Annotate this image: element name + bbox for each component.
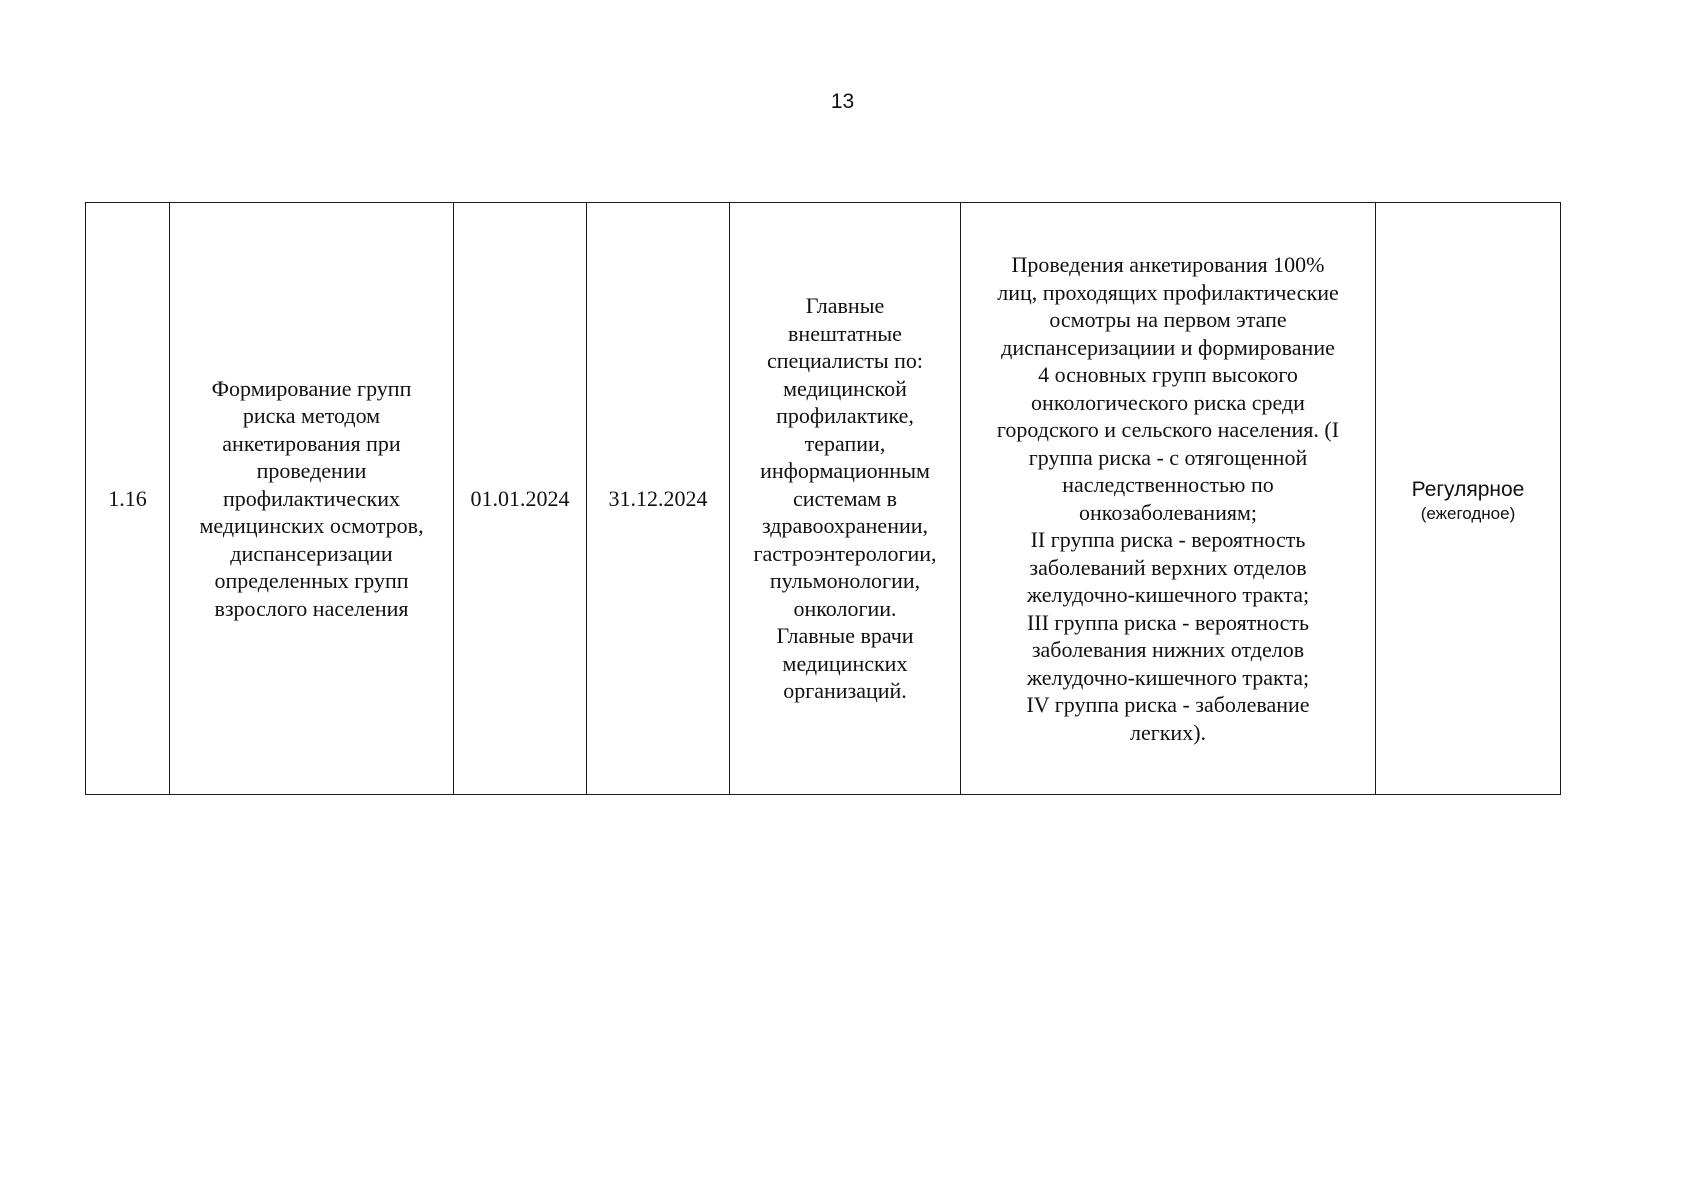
text-line: профилактике, (776, 403, 914, 429)
page-number: 13 (830, 90, 855, 113)
text-line: осмотры на первом этапе (1049, 307, 1287, 332)
text-line: онкозаболеваниям; (1078, 499, 1257, 525)
text-line: группа риска - с отягощенной (1028, 444, 1308, 470)
text-line: медицинской (783, 375, 907, 401)
start-date-cell (454, 203, 587, 795)
text-line: II группа риска - вероятность (1030, 527, 1306, 552)
responsible-cell (730, 203, 961, 795)
activity-text (178, 375, 445, 623)
text-line: медицинских (782, 650, 908, 676)
text-line: взрослого населения (214, 595, 409, 621)
text-line: организаций. (783, 678, 907, 704)
text-line: легких). (1129, 719, 1207, 745)
text-line: III группа риска - вероятность (1026, 609, 1310, 635)
text-line: Проведения анкетирования 100% (1011, 252, 1325, 277)
text-line: заболевания нижних отделов (1031, 637, 1305, 662)
text-line: системам в (792, 485, 898, 511)
text-line: пульмонологии, (769, 568, 921, 594)
text-line: городского и сельского населения. (I (996, 417, 1340, 442)
text-line: гастроэнтерологии, (753, 540, 937, 566)
text-line: лиц, проходящих профилактические (997, 279, 1339, 305)
activity-cell (170, 203, 454, 795)
text-line: здравоохранении, (761, 513, 929, 539)
text-line: специалисты по: (766, 348, 924, 374)
end-date-cell (587, 203, 730, 795)
text-line: анкетирования при (222, 430, 401, 456)
responsible-text (738, 292, 952, 705)
text-line: диспансеризациии и формирование (1001, 334, 1335, 360)
text-line: внештатные (788, 320, 902, 346)
result-cell (961, 203, 1376, 795)
text-line: наследственностью по (1062, 472, 1274, 497)
start-date: 01.01.2024 (470, 485, 570, 511)
text-line: Формирование групп (211, 375, 412, 401)
table-row (86, 203, 1561, 795)
text-line: профилактических (223, 485, 400, 511)
text-line: проведении (256, 458, 367, 484)
text-line: Главные врачи (776, 623, 914, 649)
text-line: IV группа риска - заболевание (1026, 692, 1310, 717)
text-line: информационным (760, 458, 930, 484)
text-line: медицинских осмотров, (199, 513, 424, 539)
row-number-cell (86, 203, 170, 795)
text-line: риска методом (242, 403, 381, 429)
text-line: терапии, (804, 430, 886, 456)
frequency-note: (ежегодное) (1420, 503, 1516, 523)
frequency-cell (1376, 203, 1561, 795)
text-line: заболеваний верхних отделов (1029, 554, 1307, 580)
text-line: желудочно-кишечного тракта; (1026, 664, 1310, 690)
text-line: диспансеризации (230, 540, 393, 566)
activity-table (85, 202, 1561, 795)
text-line: желудочно-кишечного тракта; (1026, 582, 1310, 607)
text-line: определенных групп (214, 568, 409, 594)
text-line: онкологии. (793, 595, 897, 621)
end-date: 31.12.2024 (608, 485, 708, 511)
row-number: 1.16 (108, 485, 147, 511)
result-text (969, 251, 1367, 746)
text-line: 4 основных групп высокого (1038, 362, 1298, 387)
text-line: Главные (805, 293, 885, 319)
frequency: Регулярное (1411, 477, 1525, 501)
text-line: онкологического риска среди (1031, 389, 1305, 415)
